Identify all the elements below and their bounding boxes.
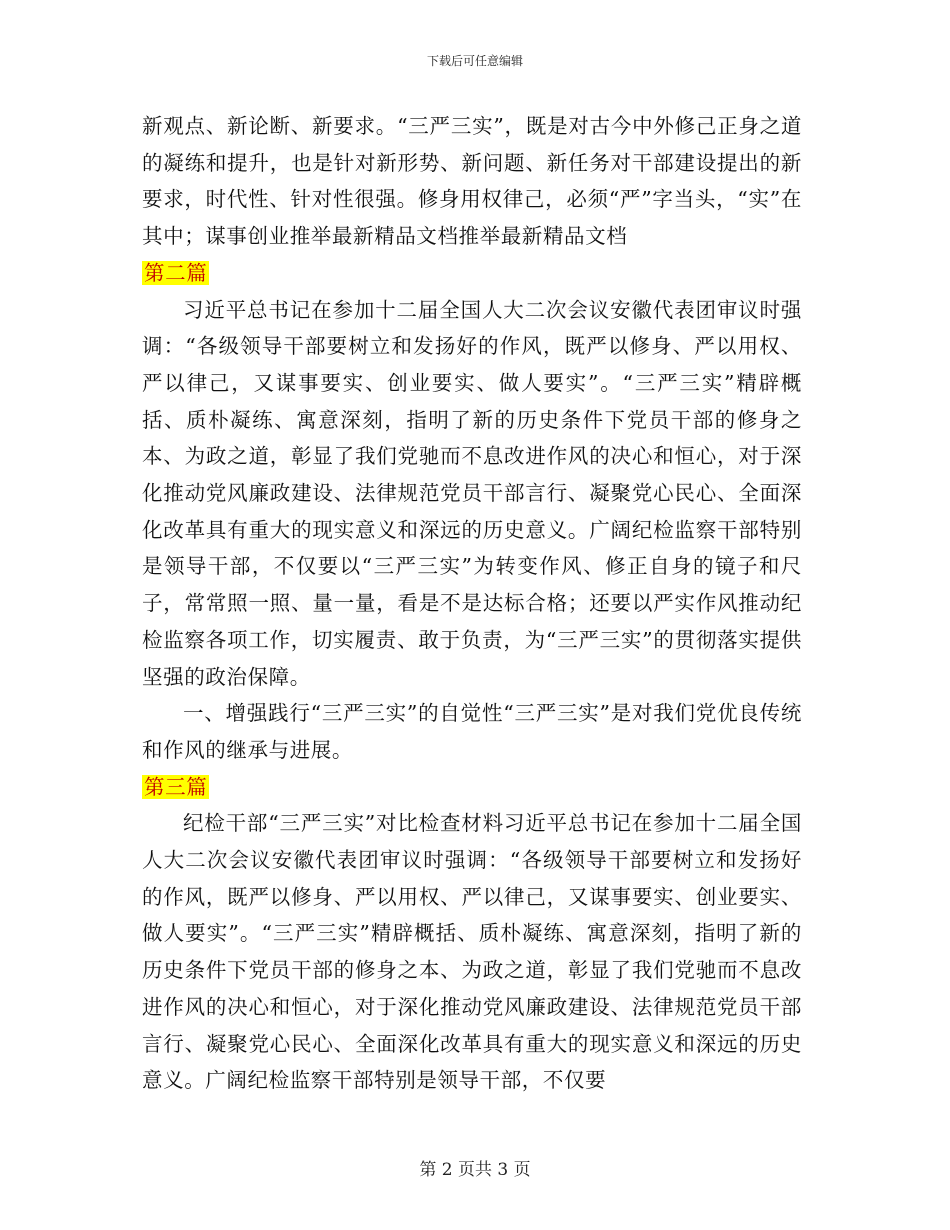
paragraph-section-3: 纪检干部“三严三实”对比检查材料习近平总书记在参加十二届全国人大二次会议安徽代表团审议时强调：“各级领导干部要树立和发扬好的作风，既严以修身、严以用权、严以律己，又谋事要实、创业要实、做人要实”。“三严三实”精辟概括、质朴凝练、寓意深刻，指明了新的历史条件下党员干部的修身之本、为政之道，彰显了我们党驰而不息改进作风的决心和恒心，对于深化推动党风廉政建设、法律规范党员干部言行、凝聚党心民心、全面深化改革具有重大的现实意义和深远的历史意义。广阔纪检监察干部特别是领导干部，不仅要 (142, 811, 802, 1093)
page-header: 下载后可任意编辑 (426, 54, 523, 68)
document-body (142, 108, 802, 1099)
paragraph-section-2: 习近平总书记在参加十二届全国人大二次会议安徽代表团审议时强调：“各级领导干部要树立和发扬好的作风，既严以修身、严以用权、严以律己，又谋事要实、创业要实、做人要实”。“三严三实”精辟概括、质朴凝练、寓意深刻，指明了新的历史条件下党员干部的修身之本、为政之道，彰显了我们党驰而不息改进作风的决心和恒心，对于深化推动党风廉政建设、法律规范党员干部言行、凝聚党心民心、全面深化改革具有重大的现实意义和深远的历史意义。广阔纪检监察干部特别是领导干部，不仅要以“三严三实”为转变作风、修正自身的镜子和尺子，常常照一照、量一量，看是不是达标合格；还要以严实作风推动纪检监察各项工作，切实履责、敢于负责，为“三严三实”的贯彻落实提供坚强的政治保障。 (142, 297, 802, 689)
paragraph-section-2-point-1: 一、增强践行“三严三实”的自觉性“三严三实”是对我们党优良传统和作风的继承与进展。 (142, 701, 802, 762)
section-heading-2 (142, 255, 802, 292)
section-heading-2-label: 第二篇 (144, 260, 208, 285)
section-heading-3 (142, 769, 802, 806)
paragraph-continuation: 新观点、新论断、新要求。“三严三实”，既是对古今中外修己正身之道的凝练和提升，也是针对新形势、新问题、新任务对干部建设提出的新要求，时代性、针对性很强。修身用权律己，必须“严”字当头，“实”在其中；谋事创业推举最新精品文档推举最新精品文档 (142, 114, 802, 249)
section-heading-3-label: 第三篇 (144, 774, 208, 799)
page-footer: 第 2 页共 3 页 (419, 1160, 531, 1180)
